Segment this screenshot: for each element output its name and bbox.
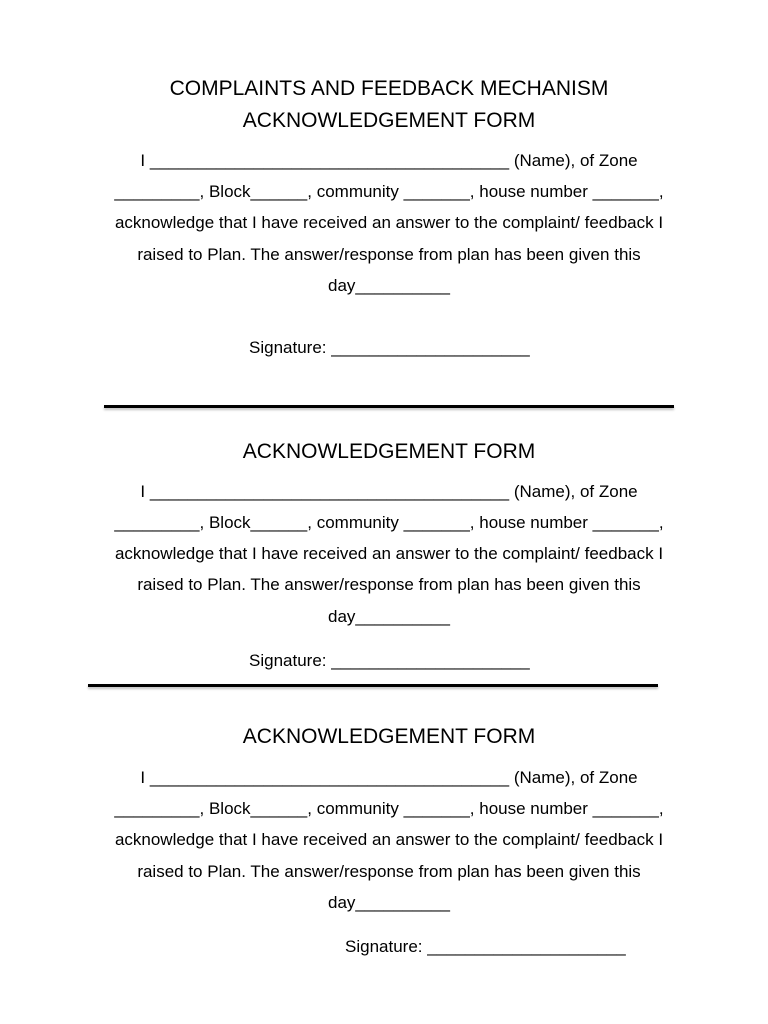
form-subtitle: ACKNOWLEDGEMENT FORM xyxy=(242,109,536,132)
acknowledgement-line: acknowledge that I have received an answer to the complaint/ feedback I xyxy=(114,544,664,563)
block-community-house-line: _________, Block______, community _______, house number _______, xyxy=(114,182,664,201)
block-community-house-line: _________, Block______, community _______, house number _______, xyxy=(114,799,664,818)
response-line: raised to Plan. The answer/response from plan has been given this xyxy=(137,575,641,594)
block-community-house-line: _________, Block______, community _______, house number _______, xyxy=(114,513,664,532)
day-line: day__________ xyxy=(328,607,450,626)
response-line: raised to Plan. The answer/response from plan has been given this xyxy=(137,862,641,881)
signature-line: Signature: _____________________ xyxy=(345,937,626,956)
day-line: day__________ xyxy=(328,893,450,912)
signature-line: Signature: _____________________ xyxy=(249,651,530,670)
form-title: ACKNOWLEDGEMENT FORM xyxy=(242,725,536,748)
response-line: raised to Plan. The answer/response from plan has been given this xyxy=(137,245,641,264)
name-zone-line: I ______________________________________ (Name), of Zone xyxy=(140,482,638,501)
form-title: COMPLAINTS AND FEEDBACK MECHANISM xyxy=(169,77,609,100)
section-divider-1 xyxy=(104,405,674,408)
acknowledgement-line: acknowledge that I have received an answer to the complaint/ feedback I xyxy=(114,830,664,849)
section-divider-2 xyxy=(88,684,658,687)
name-zone-line: I ______________________________________ (Name), of Zone xyxy=(140,768,638,787)
acknowledgement-line: acknowledge that I have received an answer to the complaint/ feedback I xyxy=(114,213,664,232)
signature-line: Signature: _____________________ xyxy=(249,338,530,357)
form-title: ACKNOWLEDGEMENT FORM xyxy=(242,440,536,463)
day-line: day__________ xyxy=(328,276,450,295)
name-zone-line: I ______________________________________ (Name), of Zone xyxy=(140,151,638,170)
